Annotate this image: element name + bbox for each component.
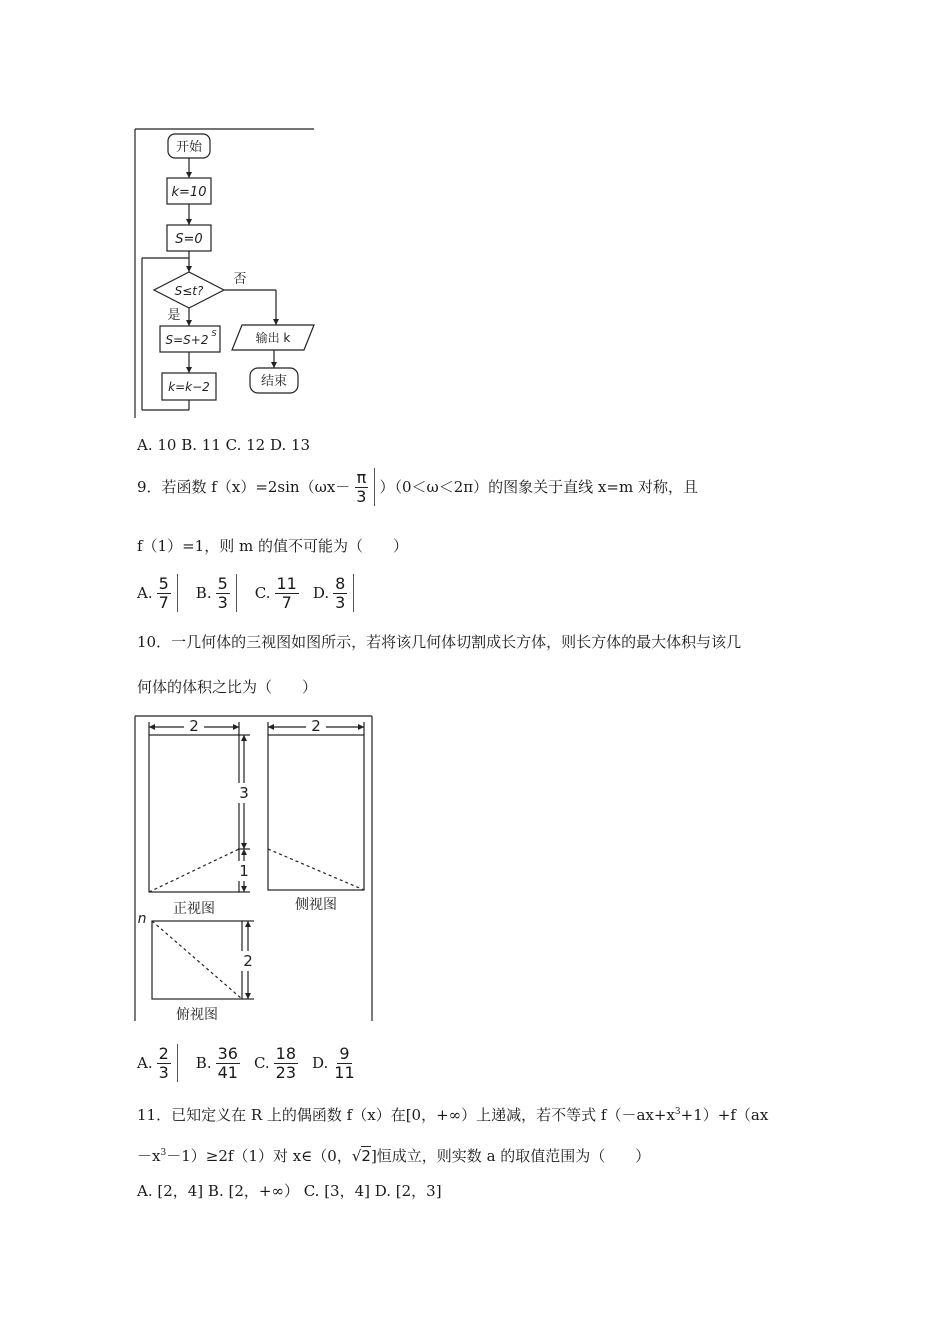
- flow-update-s-label: S=S+2: [165, 333, 209, 347]
- q9-option-a-den: 7: [158, 592, 169, 612]
- q9-option-a-label: A.: [137, 584, 153, 602]
- q10-option-a-label: A.: [137, 1054, 153, 1072]
- q11-line2-a: －x: [137, 1147, 161, 1165]
- q10-option-d-label: D.: [312, 1054, 329, 1072]
- three-view-figure: [134, 715, 374, 1023]
- q10-options: [137, 1040, 361, 1086]
- q11-stem-line1: [137, 1102, 768, 1125]
- q10-stem-line2: 何体的体积之比为（ ）: [137, 678, 318, 696]
- flow-output-label: 输出 k: [255, 331, 291, 345]
- q10-option-c-label: C.: [253, 1054, 270, 1072]
- flow-k-init-label: k=10: [171, 185, 207, 200]
- q9-fraction: [354, 469, 368, 506]
- q11-line2-c: ]恒成立，则实数 a 的取值范围为（ ）: [370, 1147, 651, 1165]
- sqrt-symbol-icon: √: [351, 1147, 362, 1165]
- q9-option-b-bar: [236, 574, 237, 612]
- q9-suffix: ）（0＜ω＜2π）的图象关于直线 x=m 对称，且: [379, 478, 698, 496]
- flow-no-label: 否: [233, 272, 247, 287]
- q9-fraction-denominator: 3: [356, 486, 367, 506]
- q9-options: [137, 570, 358, 616]
- front-width-label: 2: [189, 717, 199, 735]
- front-height-bottom-label: 1: [239, 862, 249, 880]
- top-view-label: 俯视图: [176, 1007, 218, 1023]
- q10-option-b-label: B.: [195, 1054, 212, 1072]
- flow-s-init-label: S=0: [175, 232, 203, 247]
- q11-sqrt-value: 2: [361, 1147, 371, 1165]
- q9-option-c-num: 11: [276, 573, 297, 593]
- q10-option-d-num: 9: [339, 1043, 350, 1063]
- q10-option-a-bar: [177, 1044, 178, 1082]
- q9-option-b-num: 5: [217, 573, 228, 593]
- q9-option-a-num: 5: [158, 573, 169, 593]
- front-height-top-label: 3: [239, 784, 249, 802]
- q11-stem-line2: [137, 1143, 650, 1166]
- q10-option-a-num: 2: [158, 1043, 169, 1063]
- top-height-label: 2: [243, 952, 253, 970]
- q9-option-b-label: B.: [195, 584, 212, 602]
- q9-option-a-bar: [177, 574, 178, 612]
- q10-option-c-den: 23: [275, 1062, 297, 1082]
- q9-option-c-label: C.: [254, 584, 271, 602]
- flow-end-label: 结束: [260, 374, 288, 389]
- flow-condition-label: S≤t?: [174, 284, 204, 298]
- q9-option-d-den: 3: [335, 592, 346, 612]
- q9-option-b-den: 3: [217, 592, 228, 612]
- top-view-corner-label: n: [137, 911, 147, 927]
- q10-option-b-num: 36: [217, 1043, 238, 1063]
- q9-option-d-bar: [353, 574, 354, 612]
- flow-yes-label: 是: [167, 308, 181, 323]
- flow-update-s-exponent: S: [211, 329, 217, 338]
- side-width-label: 2: [311, 717, 321, 735]
- q11-line2-sup: 3: [160, 1148, 167, 1158]
- flow-start-label: 开始: [175, 140, 203, 155]
- q9-option-d-label: D.: [312, 584, 330, 602]
- q9-stem-line1: [137, 464, 698, 510]
- q9-prefix: 9．若函数 f（x）=2sin（ωx－: [137, 478, 351, 496]
- q9-fraction-numerator: π: [356, 467, 367, 487]
- q9-stem-line2: f（1）=1，则 m 的值不可能为（ ）: [137, 537, 408, 555]
- flow-update-k-label: k=k−2: [168, 380, 210, 394]
- q10-option-b-den: 41: [217, 1062, 238, 1082]
- q10-option-d-den: 11: [334, 1062, 355, 1082]
- q11-line1-tail: +1）+f（ax: [680, 1106, 769, 1124]
- q11-line2-b: －1）≥2f（1）对 x∈（0，: [166, 1147, 352, 1165]
- q11-line1-sup: 3: [674, 1107, 681, 1117]
- q11-line1-text: 11．已知定义在 R 上的偶函数 f（x）在[0，+∞）上递减，若不等式 f（－ax+x: [137, 1106, 675, 1124]
- q9-option-d-num: 8: [335, 573, 346, 593]
- q8-options: A. 10 B. 11 C. 12 D. 13: [137, 436, 311, 454]
- flowchart-figure: [134, 128, 316, 420]
- q10-option-a-den: 3: [158, 1062, 169, 1082]
- q9-fraction-bar: [374, 468, 375, 506]
- q9-option-c-den: 7: [281, 592, 292, 612]
- front-view-label: 正视图: [173, 901, 215, 917]
- q11-options: A. [2，4] B. [2，+∞） C. [3，4] D. [2，3]: [137, 1182, 442, 1200]
- q10-option-c-num: 18: [275, 1043, 297, 1063]
- side-view-label: 侧视图: [295, 897, 337, 913]
- q10-stem-line1: 10．一几何体的三视图如图所示，若将该几何体切割成长方体，则长方体的最大体积与该几: [137, 633, 742, 651]
